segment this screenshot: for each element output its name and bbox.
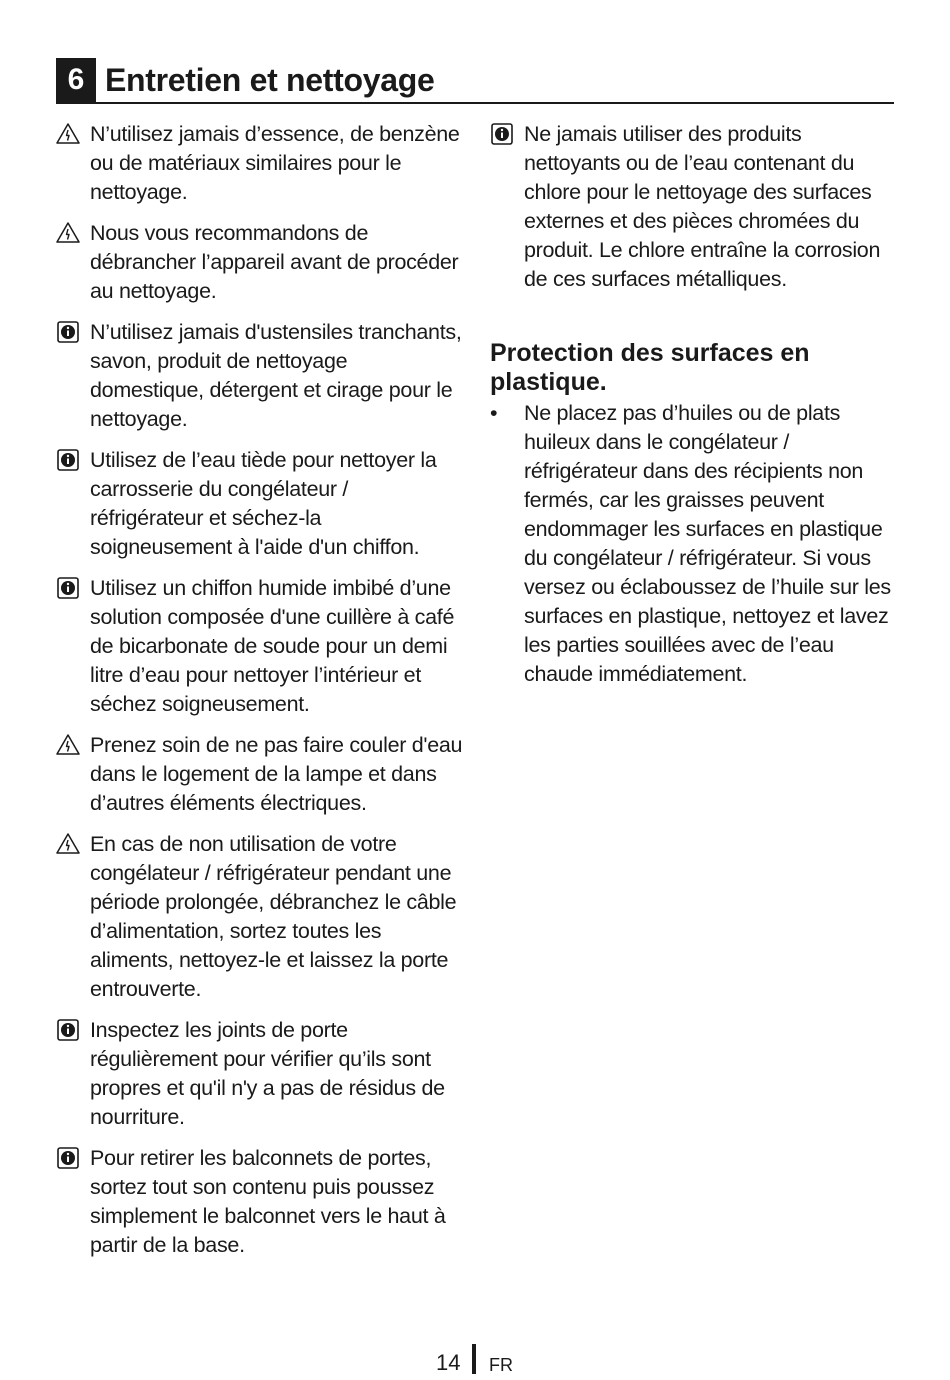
section-number: 6 (56, 58, 96, 102)
info-icon (56, 320, 80, 344)
section-header (56, 58, 894, 104)
list-item (56, 446, 466, 562)
info-icon (56, 448, 80, 472)
language-code: FR (489, 1355, 513, 1375)
page-footer (0, 1344, 950, 1380)
list-item (56, 318, 466, 434)
page-number: 14 (436, 1350, 461, 1375)
subsection-title: Protection des surfaces en plastique. (490, 339, 810, 396)
bullet-icon: • (490, 401, 498, 425)
list-item (490, 399, 900, 689)
footer-divider (472, 1344, 476, 1374)
right-column (490, 120, 900, 689)
item-text: Utilisez de l’eau tiède pour nettoyer la carrosserie du congélateur / réfrigérateur et séchez-la soigneusement à l'aide d'un chiffon. (90, 448, 437, 559)
item-text: Pour retirer les balconnets de portes, sortez tout son contenu puis poussez simplement le balconnet vers le haut à partir de la base. (90, 1146, 446, 1257)
list-item (56, 574, 466, 719)
item-text: Ne jamais utiliser des produits nettoyants ou de l’eau contenant du chlore pour le nettoyage des surfaces externes et des pièces chromées du produit. Le chlore entraîne la corrosion de ces surfaces métalliques. (524, 122, 881, 291)
list-item (56, 1016, 466, 1132)
left-column (56, 120, 466, 1272)
info-icon (56, 1146, 80, 1170)
info-icon (56, 576, 80, 600)
info-icon (56, 1018, 80, 1042)
page-title: Entretien et nettoyage (105, 62, 435, 98)
list-item (56, 830, 466, 1004)
warning-icon (56, 122, 80, 146)
list-item (56, 120, 466, 207)
item-text: Utilisez un chiffon humide imbibé d’une solution composée d'une cuillère à café de bicarbonate de soude pour un demi litre d’eau pour nettoyer l’intérieur et séchez soigneusement. (90, 576, 455, 716)
item-text: En cas de non utilisation de votre congélateur / réfrigérateur pendant une période prolongée, débranchez le câble d’alimentation, sortez toutes les aliments, nettoyez-le et laissez la porte entrouverte. (90, 832, 457, 1001)
warning-icon (56, 733, 80, 757)
item-text: Nous vous recommandons de débrancher l’appareil avant de procéder au nettoyage. (90, 221, 459, 303)
item-text: Ne placez pas d’huiles ou de plats huileux dans le congélateur / réfrigérateur dans des récipients non fermés, car les graisses peuvent endommager les surfaces en plastique du congélateur / réfrigérateur. Si vous versez ou éclaboussez de l’huile sur les surfaces en plastique, nettoyez et lavez les parties souillées avec de l’eau chaude immédiatement. (524, 401, 891, 686)
list-item (56, 731, 466, 818)
item-text: N’utilisez jamais d'ustensiles tranchants, savon, produit de nettoyage domestique, détergent et cirage pour le nettoyage. (90, 320, 462, 431)
item-text: N’utilisez jamais d’essence, de benzène ou de matériaux similaires pour le nettoyage. (90, 122, 460, 204)
item-text: Prenez soin de ne pas faire couler d'eau dans le logement de la lampe et dans d’autres éléments électriques. (90, 733, 463, 815)
list-item (56, 219, 466, 306)
list-item (490, 120, 900, 294)
list-item (56, 1144, 466, 1260)
warning-icon (56, 832, 80, 856)
warning-icon (56, 221, 80, 245)
item-text: Inspectez les joints de porte régulièrement pour vérifier qu’ils sont propres et qu'il n'y a pas de résidus de nourriture. (90, 1018, 445, 1129)
info-icon (490, 122, 514, 146)
